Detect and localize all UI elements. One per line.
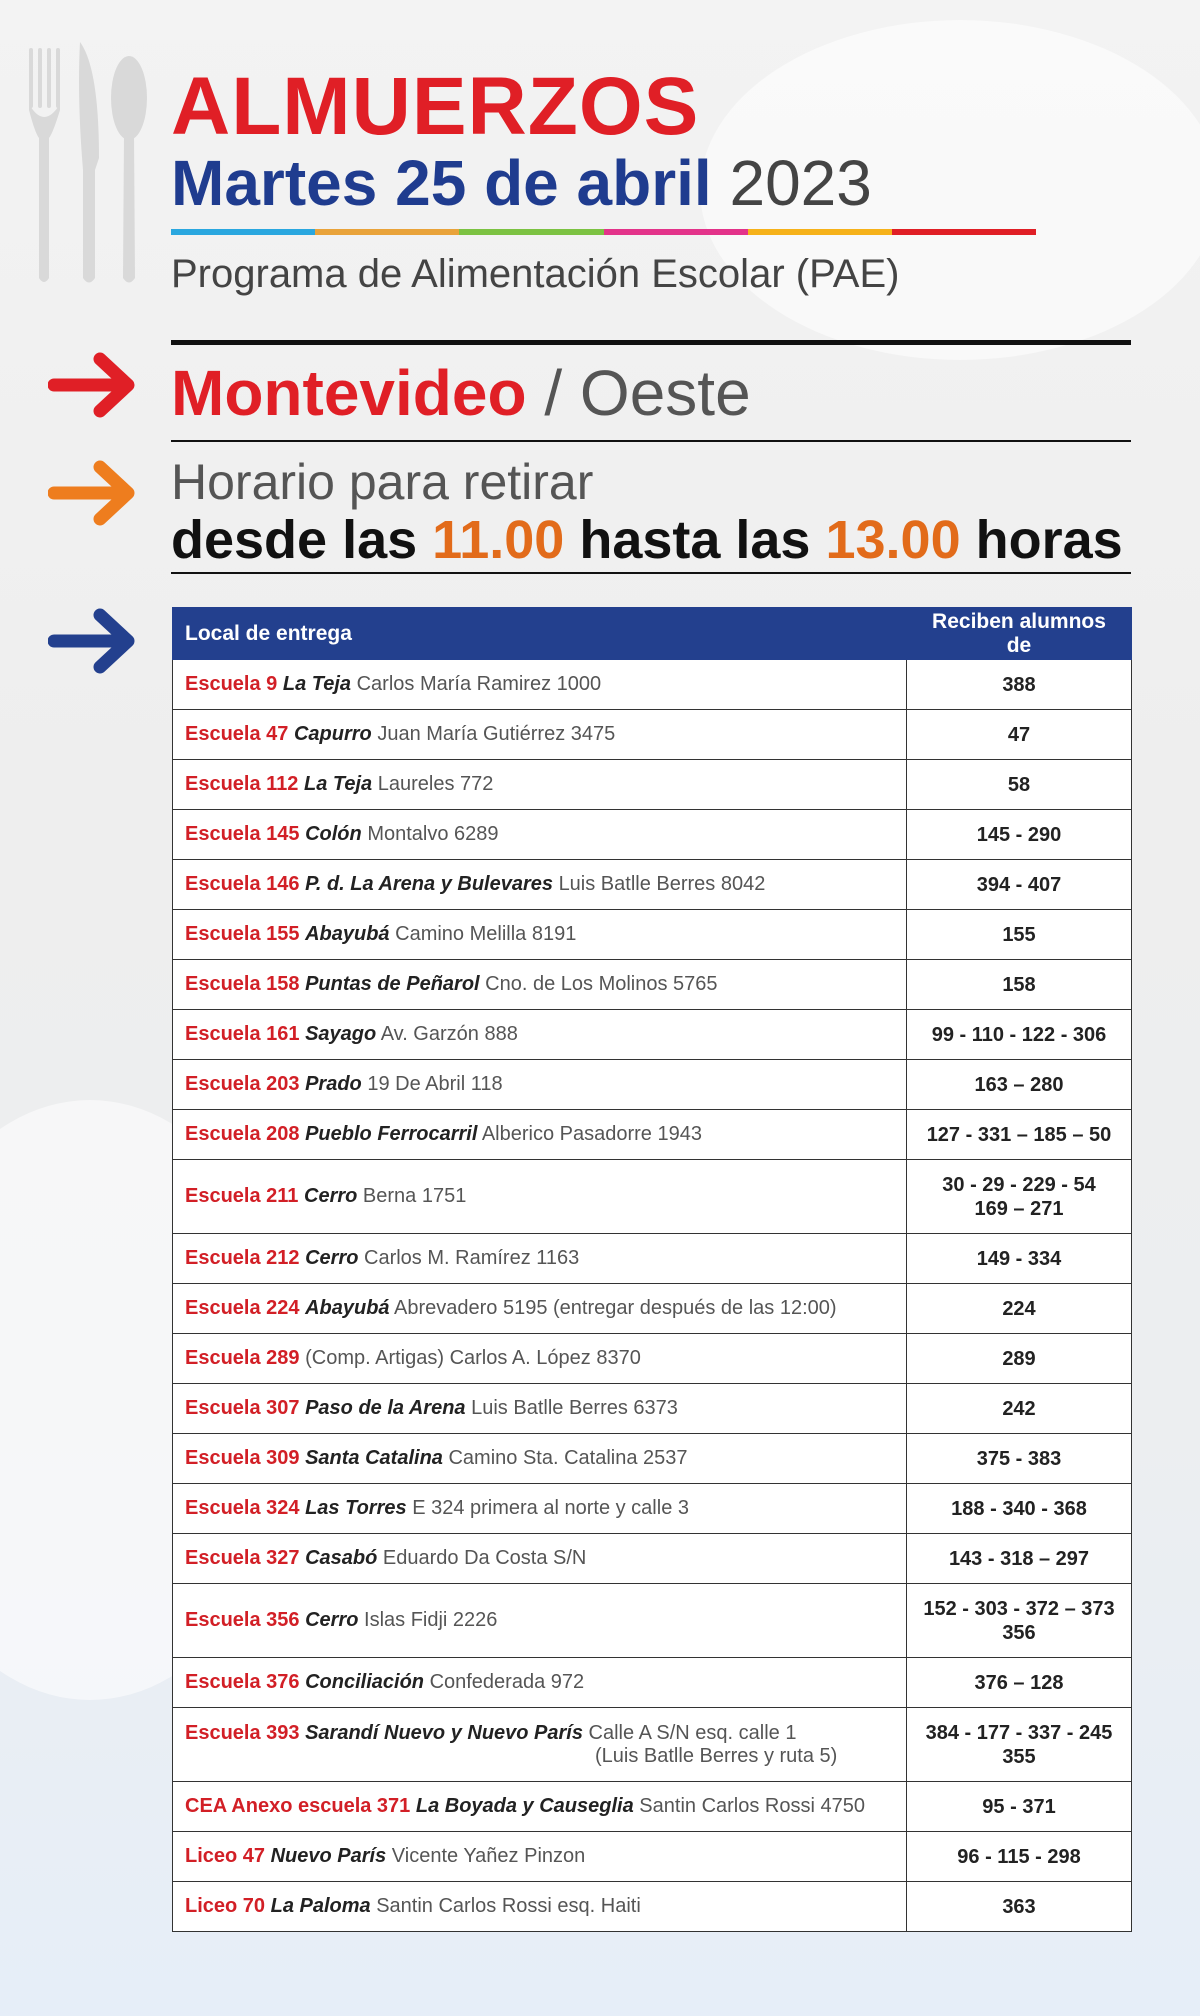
students-cell — [907, 960, 1132, 1010]
students-value: 169 – 271 — [974, 1197, 1064, 1220]
table-row — [173, 710, 1132, 760]
school-location: Cerro — [304, 1185, 358, 1207]
school-name: Escuela 155 — [185, 923, 300, 945]
schedule-hours — [171, 508, 1123, 572]
school-address: Luis Batlle Berres 6373 — [471, 1397, 678, 1419]
students-value: 99 - 110 - 122 - 306 — [931, 1023, 1107, 1046]
students-value: 95 - 371 — [982, 1795, 1056, 1818]
students-value: 96 - 115 - 298 — [957, 1845, 1081, 1868]
school-address: Montalvo 6289 — [367, 823, 499, 845]
date-text: Martes 25 de abril — [171, 147, 712, 219]
local-cell — [173, 1832, 907, 1882]
local-cell — [173, 1882, 907, 1932]
school-address: Av. Garzón 888 — [380, 1023, 518, 1045]
school-address: Carlos M. Ramírez 1163 — [364, 1247, 580, 1269]
school-name: Liceo 70 — [185, 1895, 266, 1917]
school-location: Prado — [305, 1073, 362, 1095]
divider — [171, 572, 1131, 574]
school-address-extra: (Luis Batlle Berres y ruta 5) — [595, 1745, 838, 1767]
color-stripe — [171, 229, 1036, 235]
local-cell — [173, 1060, 907, 1110]
school-location: Paso de la Arena — [305, 1397, 466, 1419]
school-address: (Comp. Artigas) Carlos A. López 8370 — [305, 1347, 641, 1369]
table-row — [173, 1234, 1132, 1284]
students-value: 163 – 280 — [974, 1073, 1064, 1096]
students-value: 155 — [1002, 923, 1036, 946]
table-row — [173, 660, 1132, 710]
school-address: Confederada 972 — [429, 1671, 585, 1693]
students-value: 375 - 383 — [976, 1447, 1062, 1470]
local-cell — [173, 1484, 907, 1534]
school-name: Escuela 9 — [185, 673, 278, 695]
fork-icon — [29, 48, 60, 282]
school-name: Liceo 47 — [185, 1845, 266, 1867]
knife-icon — [79, 42, 99, 283]
school-address: Luis Batlle Berres 8042 — [558, 873, 766, 895]
school-name: Escuela 224 — [185, 1297, 300, 1319]
table-row — [173, 1832, 1132, 1882]
table-row — [173, 1484, 1132, 1534]
local-cell — [173, 1782, 907, 1832]
school-name: Escuela 393 — [185, 1722, 300, 1744]
school-name: Escuela 158 — [185, 973, 300, 995]
school-name: Escuela 161 — [185, 1023, 300, 1045]
school-location: La Boyada y Causeglia — [415, 1795, 634, 1817]
school-location: Abayubá — [305, 923, 390, 945]
delivery-table — [172, 607, 1132, 1932]
students-cell — [907, 1060, 1132, 1110]
table-row — [173, 1658, 1132, 1708]
date-line — [171, 148, 872, 218]
school-address: 19 De Abril 118 — [367, 1073, 503, 1095]
school-location: P. d. La Arena y Bulevares — [305, 873, 553, 895]
students-value: 356 — [1002, 1621, 1036, 1644]
students-cell — [907, 1534, 1132, 1584]
table-row — [173, 1584, 1132, 1658]
schedule-horas: horas — [975, 510, 1123, 570]
school-location: Nuevo París — [270, 1845, 387, 1867]
local-cell — [173, 1534, 907, 1584]
school-name: Escuela 289 — [185, 1347, 300, 1369]
students-cell — [907, 860, 1132, 910]
school-location: Puntas de Peñarol — [305, 973, 480, 995]
students-cell — [907, 760, 1132, 810]
school-name: Escuela 211 — [185, 1185, 299, 1207]
local-cell — [173, 1234, 907, 1284]
header-local: Local de entrega — [173, 608, 907, 660]
students-cell — [907, 1832, 1132, 1882]
local-cell — [173, 910, 907, 960]
table-row — [173, 960, 1132, 1010]
table-row — [173, 1060, 1132, 1110]
school-location: La Teja — [282, 673, 352, 695]
cutlery-icon — [25, 38, 150, 288]
school-name: Escuela 356 — [185, 1609, 300, 1631]
local-cell — [173, 1384, 907, 1434]
school-name: Escuela 47 — [185, 723, 289, 745]
school-address: Eduardo Da Costa S/N — [382, 1547, 587, 1569]
school-name: Escuela 208 — [185, 1123, 300, 1145]
red-arrow-icon — [48, 350, 140, 420]
school-address: Santin Carlos Rossi esq. Haiti — [376, 1895, 641, 1917]
students-cell — [907, 1334, 1132, 1384]
school-address: Juan María Gutiérrez 3475 — [377, 723, 616, 745]
students-cell — [907, 1234, 1132, 1284]
students-cell — [907, 810, 1132, 860]
school-name: Escuela 145 — [185, 823, 300, 845]
school-location: Conciliación — [305, 1671, 424, 1693]
local-cell — [173, 710, 907, 760]
local-cell — [173, 760, 907, 810]
school-location: Cerro — [305, 1609, 359, 1631]
table-row — [173, 1110, 1132, 1160]
students-cell — [907, 1284, 1132, 1334]
school-address: Vicente Yañez Pinzon — [391, 1845, 586, 1867]
local-cell — [173, 1334, 907, 1384]
students-value: 152 - 303 - 372 – 373 — [923, 1597, 1115, 1620]
zone-name: Oeste — [579, 357, 751, 429]
table-row — [173, 910, 1132, 960]
students-cell — [907, 1160, 1132, 1234]
school-name: Escuela 376 — [185, 1671, 300, 1693]
schedule-desde: desde las — [171, 510, 418, 570]
students-cell — [907, 1110, 1132, 1160]
local-cell — [173, 1434, 907, 1484]
school-address: Cno. de Los Molinos 5765 — [485, 973, 718, 995]
students-value: 394 - 407 — [976, 873, 1062, 896]
date-year: 2023 — [729, 147, 872, 219]
school-name: Escuela 112 — [185, 773, 299, 795]
students-value: 224 — [1002, 1297, 1036, 1320]
students-value: 158 — [1002, 973, 1036, 996]
divider — [171, 340, 1131, 345]
students-value: 188 - 340 - 368 — [951, 1497, 1087, 1520]
students-value: 289 — [1002, 1347, 1036, 1370]
students-value: 145 - 290 — [976, 823, 1062, 846]
local-cell — [173, 1708, 907, 1782]
end-time: 13.00 — [825, 510, 961, 570]
school-location: Santa Catalina — [305, 1447, 443, 1469]
school-location: Sarandí Nuevo y Nuevo París — [305, 1722, 583, 1744]
students-cell — [907, 1882, 1132, 1932]
school-address: Laureles 772 — [377, 773, 494, 795]
table-header-row — [173, 608, 1132, 660]
table-row — [173, 810, 1132, 860]
table-row — [173, 860, 1132, 910]
students-cell — [907, 1484, 1132, 1534]
students-value: 388 — [1002, 673, 1036, 696]
table-row — [173, 1534, 1132, 1584]
program-name: Programa de Alimentación Escolar (PAE) — [171, 252, 900, 296]
divider — [171, 440, 1131, 442]
students-value: 127 - 331 – 185 – 50 — [926, 1123, 1112, 1146]
region-separator: / — [544, 357, 563, 429]
school-location: La Paloma — [270, 1895, 371, 1917]
students-cell — [907, 1010, 1132, 1060]
school-address: Alberico Pasadorre 1943 — [481, 1123, 702, 1145]
table-row — [173, 1384, 1132, 1434]
orange-arrow-icon — [48, 458, 140, 528]
students-cell — [907, 1434, 1132, 1484]
school-name: Escuela 327 — [185, 1547, 300, 1569]
school-location: Abayubá — [305, 1297, 390, 1319]
school-location: Sayago — [305, 1023, 377, 1045]
students-value: 149 - 334 — [976, 1247, 1062, 1270]
local-cell — [173, 810, 907, 860]
school-address: Carlos María Ramirez 1000 — [356, 673, 602, 695]
city-name: Montevideo — [171, 357, 527, 429]
school-address: Camino Melilla 8191 — [395, 923, 577, 945]
students-value: 355 — [1002, 1745, 1036, 1768]
school-location: Colón — [305, 823, 362, 845]
students-value: 363 — [1002, 1895, 1036, 1918]
table-row — [173, 1334, 1132, 1384]
table-row — [173, 1708, 1132, 1782]
table-row — [173, 1434, 1132, 1484]
students-cell — [907, 1782, 1132, 1832]
students-value: 30 - 29 - 229 - 54 — [942, 1173, 1096, 1196]
local-cell — [173, 1284, 907, 1334]
school-location: Cerro — [305, 1247, 359, 1269]
students-value: 143 - 318 – 297 — [948, 1547, 1090, 1570]
students-cell — [907, 1658, 1132, 1708]
table-row — [173, 1010, 1132, 1060]
header-students: Reciben alumnos de — [907, 608, 1132, 660]
school-location: Capurro — [293, 723, 372, 745]
students-value: 58 — [1007, 773, 1031, 796]
table-row — [173, 1882, 1132, 1932]
spoon-icon — [111, 56, 147, 283]
students-cell — [907, 1384, 1132, 1434]
students-cell — [907, 1584, 1132, 1658]
school-location: La Teja — [304, 773, 373, 795]
school-name: CEA Anexo escuela 371 — [185, 1795, 411, 1817]
school-name: Escuela 309 — [185, 1447, 300, 1469]
local-cell — [173, 660, 907, 710]
school-address: Calle A S/N esq. calle 1 — [588, 1722, 797, 1744]
school-address: Camino Sta. Catalina 2537 — [448, 1447, 688, 1469]
students-value: 242 — [1002, 1397, 1036, 1420]
school-location: Casabó — [305, 1547, 378, 1569]
students-value: 47 — [1007, 723, 1031, 746]
school-location: Pueblo Ferrocarril — [305, 1123, 478, 1145]
school-address: Abrevadero 5195 (entregar después de las 12:00) — [394, 1297, 837, 1319]
local-cell — [173, 1010, 907, 1060]
local-cell — [173, 1110, 907, 1160]
page-title: ALMUERZOS — [171, 61, 700, 152]
schedule-hasta: hasta las — [579, 510, 811, 570]
local-cell — [173, 1160, 907, 1234]
local-cell — [173, 1584, 907, 1658]
local-cell — [173, 860, 907, 910]
students-cell — [907, 710, 1132, 760]
start-time: 11.00 — [432, 510, 565, 570]
school-address: Santin Carlos Rossi 4750 — [639, 1795, 865, 1817]
school-name: Escuela 324 — [185, 1497, 300, 1519]
students-cell — [907, 910, 1132, 960]
school-address: Berna 1751 — [362, 1185, 467, 1207]
table-row — [173, 1160, 1132, 1234]
table-row — [173, 1284, 1132, 1334]
school-location: Las Torres — [305, 1497, 407, 1519]
local-cell — [173, 960, 907, 1010]
school-name: Escuela 212 — [185, 1247, 300, 1269]
students-value: 384 - 177 - 337 - 245 — [925, 1721, 1113, 1744]
region-heading — [171, 355, 751, 431]
blue-arrow-icon — [48, 606, 140, 676]
students-cell — [907, 660, 1132, 710]
table-row — [173, 1782, 1132, 1832]
school-address: Islas Fidji 2226 — [364, 1609, 498, 1631]
school-name: Escuela 203 — [185, 1073, 300, 1095]
school-address: E 324 primera al norte y calle 3 — [412, 1497, 689, 1519]
table-body — [173, 660, 1132, 1932]
school-name: Escuela 307 — [185, 1397, 300, 1419]
school-name: Escuela 146 — [185, 873, 300, 895]
students-value: 376 – 128 — [974, 1671, 1064, 1694]
students-cell — [907, 1708, 1132, 1782]
table-row — [173, 760, 1132, 810]
schedule-label: Horario para retirar — [171, 454, 594, 510]
local-cell — [173, 1658, 907, 1708]
